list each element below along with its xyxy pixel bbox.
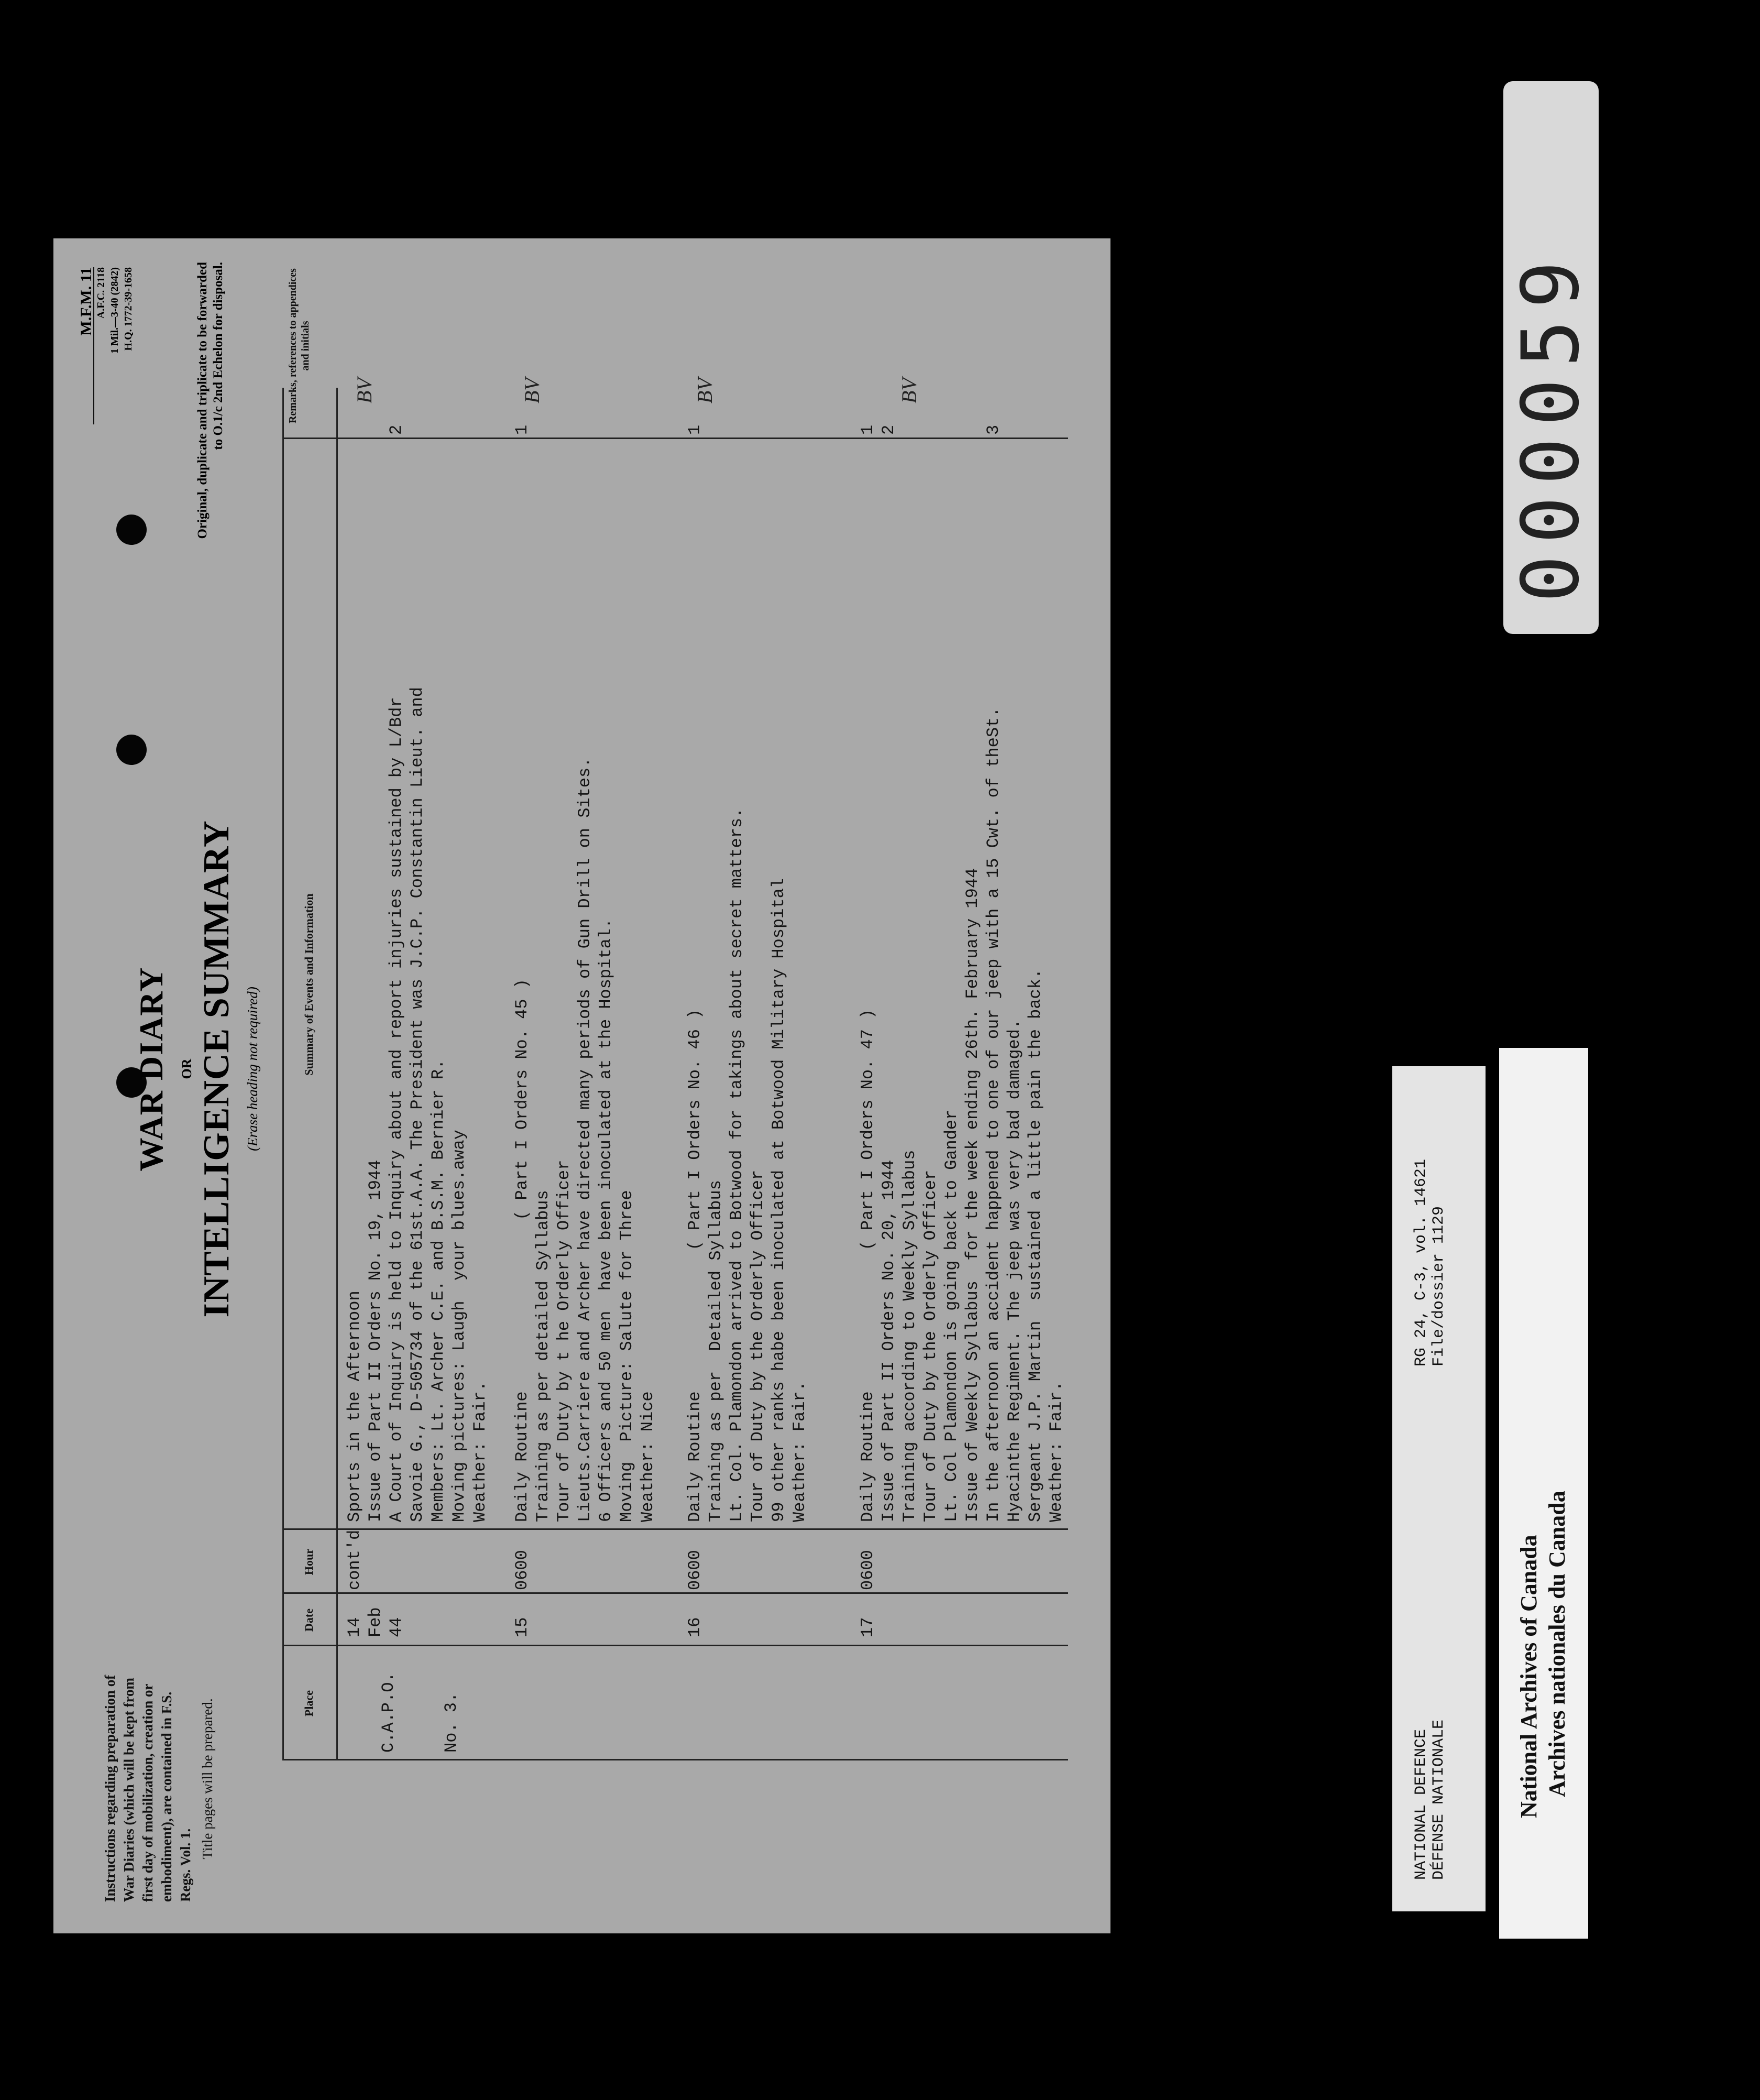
summary-line: Members: Lt. Archer C.E. and B.S.M. Bernier R. xyxy=(428,1059,448,1522)
place-cell: C.A.P.O. No. 3. xyxy=(379,1672,461,1753)
sheet-content-rotated xyxy=(53,238,1110,1933)
remark-reference: 3 xyxy=(984,424,1003,435)
title-or: OR xyxy=(179,1058,194,1079)
summary-line: Weather: Fair. xyxy=(1047,1381,1066,1522)
erase-heading-note: (Erase heading not required) xyxy=(245,987,260,1151)
summary-line: Savoie G., D-505734 of the 61st.A.A. The President was J.C.P. Constantin Lieut. and xyxy=(408,687,427,1522)
frame-number: 000059 xyxy=(1505,249,1597,603)
handwritten-initials: BV xyxy=(897,378,921,403)
remark-reference: 2 xyxy=(387,424,406,435)
summary-line: Sergeant J.P. Martin sustained a little pain the back. xyxy=(1026,968,1045,1522)
column-header-place: Place xyxy=(302,1690,315,1717)
archive-reference-card xyxy=(1392,1066,1486,1911)
summary-line: Tour of Duty by the Orderly Officer xyxy=(921,1169,940,1522)
entry-summary xyxy=(512,443,658,1522)
title-intelligence-summary: INTELLIGENCE SUMMARY xyxy=(196,820,237,1318)
summary-line: Lt. Col. Plamondon arrived to Botwood for takings about secret matters. xyxy=(727,807,746,1522)
archives-label-rotated xyxy=(1499,1048,1588,1939)
remark-reference: 1 xyxy=(685,424,705,435)
summary-line: Weather: Nice xyxy=(638,1391,657,1522)
summary-line: Lt. Col Plamondon is going back to Gander xyxy=(942,1109,961,1522)
archives-label: National Archives of Canada Archives nationales du Canada xyxy=(1516,1491,1570,1818)
summary-line: 6 Officers and 50 men have been inoculated at the Hospital. xyxy=(596,918,615,1522)
summary-line: Tour of Duty by the Orderly Officer xyxy=(748,1169,767,1522)
archives-label-card xyxy=(1499,1048,1588,1939)
instructions-note: Instructions regarding preparation of War Diaries (which will be kept from first day of mobilization, creation or embodiment), are contained in F.S. Regs. Vol. 1. Title pages will be prepared. xyxy=(102,1675,215,1902)
handwritten-initials: BV xyxy=(520,378,544,403)
summary-line: Issue of Part II Orders No. 20, 1944 xyxy=(879,1160,898,1522)
entry-summary xyxy=(857,443,1067,1522)
entry-date: 16 xyxy=(685,1617,705,1637)
summary-line: Issue of Weekly Syllabus for the week ending 26th. February 1944 xyxy=(963,868,982,1522)
entry-summary xyxy=(344,443,491,1522)
entry-summary xyxy=(685,443,810,1522)
entry-date: 15 xyxy=(512,1617,532,1637)
summary-line: Weather: Fair. xyxy=(790,1381,809,1522)
form-identifier: M.F.M. 11 A.F.C. 2118 1 Mil.—3-40 (2842) H.Q. 1772-39-1658 xyxy=(80,267,135,424)
summary-line: Daily Routine ( Part I Orders No. 45 ) xyxy=(512,979,532,1522)
entry-hour: cont'd xyxy=(345,1529,364,1590)
remark-reference: 1 xyxy=(512,424,532,435)
column-header-summary: Summary of Events and Information xyxy=(302,893,315,1076)
summary-line: Lieuts.Carriere and Archer have directed many periods of Gun Drill on Sites. xyxy=(575,757,595,1522)
summary-line: Issue of Part II Orders No. 19, 1944 xyxy=(366,1160,385,1522)
entry-hour: 0600 xyxy=(512,1550,532,1590)
summary-line: Daily Routine ( Part I Orders No. 46 ) xyxy=(685,1009,705,1522)
summary-line: Training according to Weekly Syllabus xyxy=(900,1150,919,1522)
summary-line: Daily Routine ( Part I Orders No. 47 ) xyxy=(858,1009,877,1522)
summary-line: Weather: Fair. xyxy=(470,1381,490,1522)
summary-line: In the afternoon an accident happened to one of our jeep with a 15 Cwt. of theSt. xyxy=(984,707,1003,1522)
summary-line: Moving pictures: Laugh your blues.away xyxy=(449,1130,469,1522)
summary-line: Training as per Detailed Syllabus xyxy=(706,1180,725,1522)
handwritten-initials: BV xyxy=(693,378,717,403)
column-header-remarks: Remarks, references to appendices and initials xyxy=(287,268,311,423)
remark-reference: 1 xyxy=(858,424,877,435)
summary-line: Sports in the Afternoon xyxy=(345,1290,364,1522)
entry-hour: 0600 xyxy=(685,1550,705,1590)
file-reference: RG 24, C-3, vol. 14621 File/dossier 1129 xyxy=(1412,1158,1448,1366)
summary-line: Training as per detailed Syllabus xyxy=(533,1190,553,1522)
diary-entries xyxy=(53,238,1110,1933)
remark-reference: 2 xyxy=(879,424,898,435)
summary-line: Tour of Duty by t he Orderly Officer xyxy=(554,1160,574,1522)
summary-line: Moving Picture: Salute for Three xyxy=(617,1190,636,1522)
column-header-hour: Hour xyxy=(302,1548,315,1576)
entry-hour: 0600 xyxy=(858,1550,877,1590)
archive-reference-rotated xyxy=(1392,1066,1486,1911)
entry-date: 17 xyxy=(858,1617,877,1637)
national-defence-label: NATIONAL DEFENCE DÉFENSE NATIONALE xyxy=(1412,1719,1448,1880)
frame-number-card xyxy=(1503,81,1599,634)
summary-line: Hyacinthe Regiment. The jeep was very bad damaged. xyxy=(1005,1019,1024,1522)
summary-line: 99 other ranks habe been inoculated at Botwood Military Hospital xyxy=(769,878,788,1522)
summary-line: A Court of Inquiry is held to Inquiry about and report injuries sustained by L/Bdr xyxy=(387,697,406,1522)
entry-date: 14 Feb 44 xyxy=(345,1607,406,1637)
column-header-date: Date xyxy=(302,1609,315,1632)
handwritten-initials: BV xyxy=(353,378,376,403)
distribution-note: Original, duplicate and triplicate to be forwarded to O.1/c 2nd Echelon for disposal. xyxy=(195,262,225,539)
frame-number-rotated xyxy=(1503,81,1599,634)
title-war-diary: WAR DIARY xyxy=(133,966,170,1172)
war-diary-sheet xyxy=(53,238,1110,1933)
